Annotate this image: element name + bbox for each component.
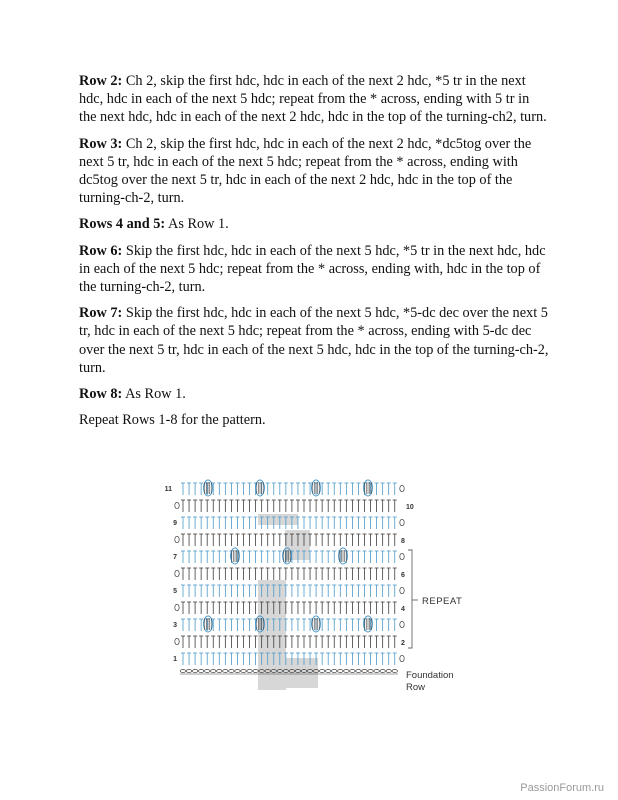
row-text: Repeat Rows 1-8 for the pattern. xyxy=(79,412,266,429)
foundation-chain-symbol xyxy=(241,670,246,673)
turning-chain-symbol xyxy=(400,519,404,525)
foundation-chain-symbol xyxy=(368,670,373,673)
foundation-chain-symbol xyxy=(180,670,185,673)
row-number-6: 6 xyxy=(401,572,405,579)
turning-chain-symbol xyxy=(400,553,404,559)
row-number-5: 5 xyxy=(173,588,177,595)
instruction-row-7 xyxy=(79,304,549,377)
row-label: Rows 4 and 5: xyxy=(79,216,166,233)
row-text: As Row 1. xyxy=(122,386,186,403)
foundation-chain-symbol xyxy=(332,670,337,673)
foundation-chain-symbol xyxy=(186,670,191,673)
foundation-chain-symbol xyxy=(338,670,343,673)
turning-chain-symbol xyxy=(400,587,404,593)
row-text: Ch 2, skip the first hdc, hdc in each of the next 2 hdc, *dc5tog over the next 5 tr, hdc in each of the next 5 hdc; repeat from the * across, ending with dc5tog over the next 5 tr, hdc in each of the next 2 hdc, hdc in the top of the turning-ch-2, turn. xyxy=(79,135,532,207)
row-number-8: 8 xyxy=(401,538,405,545)
instruction-row-2 xyxy=(79,72,549,127)
foundation-chain-symbol xyxy=(247,670,252,673)
row-number-1: 1 xyxy=(173,656,177,663)
foundation-label-line2: Row xyxy=(406,682,426,693)
foundation-chain-symbol xyxy=(380,670,385,673)
foundation-chain-symbol xyxy=(386,670,391,673)
row-text: Skip the first hdc, hdc in each of the next 5 hdc, *5-dc dec over the next 5 tr, hdc in each of the next 5 hdc; repeat from the * across, ending with 5-dc dec over the next 5 tr, hdc in each of the next 5 hdc, hdc in the top of the turning-ch-2, turn. xyxy=(79,305,549,376)
row-label: Row 6: xyxy=(79,242,123,259)
foundation-chain-symbol xyxy=(253,670,258,673)
stitch-symbols xyxy=(175,480,404,674)
foundation-chain-symbol xyxy=(198,670,203,673)
repeat-label: REPEAT xyxy=(422,596,463,607)
instruction-repeat xyxy=(79,411,549,429)
row-label: Row 7: xyxy=(79,305,123,322)
foundation-chain-symbol xyxy=(211,670,216,673)
row-label: Row 2: xyxy=(79,73,123,89)
instruction-row-6 xyxy=(79,242,549,297)
row-number-2: 2 xyxy=(401,640,405,647)
watermark: PassionForum.ru xyxy=(520,782,604,794)
stitch-diagram-svg xyxy=(150,470,480,715)
foundation-chain-symbol xyxy=(344,670,349,673)
repeat-bracket xyxy=(408,550,412,648)
foundation-chain-symbol xyxy=(229,670,234,673)
instruction-row-3 xyxy=(79,135,549,208)
foundation-chain-symbol xyxy=(326,670,331,673)
turning-chain-symbol xyxy=(175,502,179,508)
row-number-4: 4 xyxy=(401,606,405,613)
turning-chain-symbol xyxy=(175,570,179,576)
row-number-10: 10 xyxy=(406,504,414,511)
row-number-7: 7 xyxy=(173,554,177,561)
foundation-chain-symbol xyxy=(356,670,361,673)
turning-chain-symbol xyxy=(175,604,179,610)
foundation-chain-symbol xyxy=(362,670,367,673)
shaded-cell xyxy=(258,658,318,688)
turning-chain-symbol xyxy=(400,485,404,491)
row-number-3: 3 xyxy=(173,622,177,629)
foundation-label-line1: Foundation xyxy=(406,670,454,681)
crochet-stitch-diagram xyxy=(150,470,480,715)
foundation-chain-symbol xyxy=(319,670,324,673)
row-label: Row 8: xyxy=(79,386,123,403)
foundation-chain-symbol xyxy=(392,670,397,673)
foundation-chain-symbol xyxy=(223,670,228,673)
row-text: As Row 1. xyxy=(165,216,229,233)
foundation-chain-symbol xyxy=(192,670,197,673)
foundation-chain-symbol xyxy=(217,670,222,673)
turning-chain-symbol xyxy=(175,638,179,644)
row-text: Skip the first hdc, hdc in each of the next 5 hdc, *5 tr in the next hdc, hdc in each of the next 5 hdc; repeat from the * across, ending with, hdc in the top of the turning-ch-2, turn. xyxy=(79,242,546,296)
foundation-chain-symbol xyxy=(235,670,240,673)
instruction-rows-4-5 xyxy=(79,215,549,233)
instruction-row-8 xyxy=(79,385,549,403)
turning-chain-symbol xyxy=(175,536,179,542)
row-number-9: 9 xyxy=(173,520,177,527)
pattern-instructions xyxy=(79,72,549,437)
row-number-11: 11 xyxy=(164,486,172,493)
row-label: Row 3: xyxy=(79,135,123,152)
turning-chain-symbol xyxy=(400,621,404,627)
foundation-chain-symbol xyxy=(205,670,210,673)
foundation-chain-symbol xyxy=(350,670,355,673)
row-text: Ch 2, skip the first hdc, hdc in each of the next 2 hdc, *5 tr in the next hdc, hdc in each of the next 5 hdc; repeat from the * across, ending with 5 tr in the next hdc, hdc in each of the next 2 hdc, hdc in the top of the turning-ch2, turn. xyxy=(79,73,547,126)
turning-chain-symbol xyxy=(400,655,404,661)
foundation-chain-symbol xyxy=(374,670,379,673)
